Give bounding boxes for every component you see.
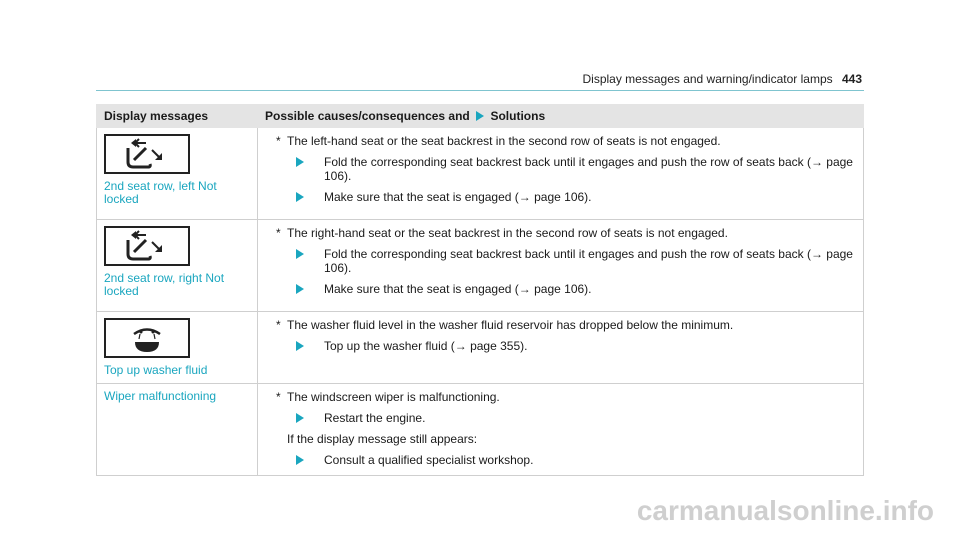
- message-cell: [97, 384, 258, 476]
- page-number: 443: [841, 72, 862, 86]
- cause-text: [276, 318, 855, 332]
- message-text: Wiper malfunctioning: [104, 389, 217, 403]
- seat-backrest-right-icon: [104, 226, 190, 266]
- column-header-display-messages: Display messages: [97, 105, 258, 128]
- solution-item: [276, 411, 855, 425]
- solution-text: Make sure that the seat is engaged (→ page 106).: [324, 282, 592, 296]
- solution-text: Consult a qualified specialist workshop.: [324, 453, 534, 467]
- solution-arrow-icon: [476, 111, 484, 121]
- solution-arrow-icon: [296, 413, 304, 423]
- cause-label: The left-hand seat or the seat backrest in the second row of seats is not engaged.: [287, 134, 721, 148]
- footnote-star: *: [276, 318, 281, 332]
- solution-arrow-icon: [296, 341, 304, 351]
- page-header-title: Display messages and warning/indicator lamps: [582, 72, 833, 86]
- note-text: If the display message still appears:: [287, 432, 478, 446]
- footnote-star: *: [276, 134, 281, 148]
- message-text: 2nd seat row, right Not locked: [104, 271, 225, 298]
- cause-label: The washer fluid level in the washer fluid reservoir has dropped below the minimum.: [287, 318, 734, 332]
- table-row: [97, 384, 864, 476]
- solution-arrow-icon: [296, 192, 304, 202]
- watermark: carmanualsonline.info: [636, 495, 934, 526]
- cause-cell: [258, 312, 864, 384]
- display-messages-table: [96, 104, 864, 476]
- cause-cell: [258, 384, 864, 476]
- message-cell: [97, 220, 258, 312]
- table-row: [97, 220, 864, 312]
- solution-text: Fold the corresponding seat backrest back until it engages and push the row of seats back (→ page 106).: [324, 247, 853, 275]
- solution-item: [276, 339, 855, 353]
- washer-fluid-icon: [104, 318, 190, 358]
- column-header-causes-solutions: [258, 105, 864, 128]
- seat-backrest-left-icon: [104, 134, 190, 174]
- solution-text: Fold the corresponding seat backrest back until it engages and push the row of seats back (→ page 106).: [324, 155, 853, 183]
- solution-item: [276, 190, 855, 204]
- header-rule: [96, 90, 864, 91]
- cause-text: [276, 390, 855, 404]
- cause-label: The windscreen wiper is malfunctioning.: [287, 390, 500, 404]
- message-cell: [97, 128, 258, 220]
- cause-cell: [258, 220, 864, 312]
- solution-item: [276, 247, 855, 275]
- footnote-star: *: [276, 226, 281, 240]
- solution-text: Restart the engine.: [324, 411, 426, 425]
- solution-item: [276, 155, 855, 183]
- footnote-star: *: [276, 390, 281, 404]
- page-header: [583, 72, 863, 86]
- table-row: [97, 312, 864, 384]
- solution-arrow-icon: [296, 249, 304, 259]
- solution-arrow-icon: [296, 284, 304, 294]
- solution-item: [276, 453, 855, 467]
- table-row: [97, 128, 864, 220]
- solution-item: [276, 282, 855, 296]
- cause-text: [276, 134, 855, 148]
- message-text: 2nd seat row, left Not locked: [104, 179, 217, 206]
- solution-arrow-icon: [296, 455, 304, 465]
- solution-text: Make sure that the seat is engaged (→ page 106).: [324, 190, 592, 204]
- column-header-solutions: Solutions: [490, 109, 546, 123]
- cause-cell: [258, 128, 864, 220]
- column-header-causes: Possible causes/consequences and: [265, 109, 470, 123]
- cause-text: [276, 226, 855, 240]
- message-cell: [97, 312, 258, 384]
- solution-arrow-icon: [296, 157, 304, 167]
- solution-text: Top up the washer fluid (→ page 355).: [324, 339, 528, 353]
- message-text: Top up washer fluid: [104, 363, 208, 377]
- cause-label: The right-hand seat or the seat backrest in the second row of seats is not engaged.: [287, 226, 728, 240]
- table-header-row: [97, 105, 864, 128]
